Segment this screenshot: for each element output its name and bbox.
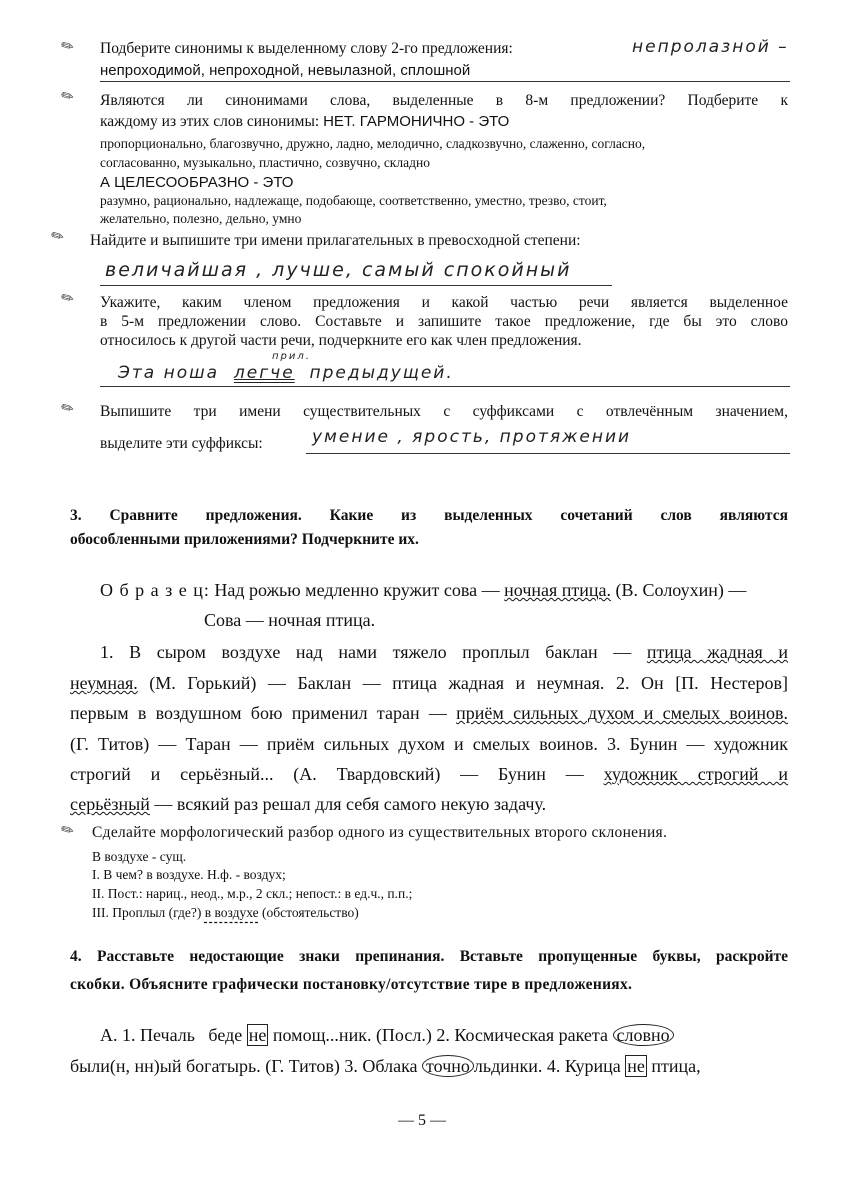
text: А. 1. Печаль беде [100, 1025, 243, 1045]
page-number: — 5 — [398, 1112, 446, 1129]
sample-label: О б р а з е ц: [100, 580, 210, 600]
highlight: ночная птица. [504, 580, 612, 600]
task-prompt [100, 113, 509, 131]
pencil-icon: ✎ [58, 36, 78, 58]
answer-line [100, 386, 790, 387]
paragraph-line [70, 764, 788, 785]
pencil-icon: ✎ [58, 86, 78, 108]
paragraph-line [100, 642, 788, 663]
handwritten-answer: величайшая , лучше, самый спокойный [105, 259, 572, 281]
handwritten-note: прил. [272, 351, 311, 362]
circled-word: точно [422, 1055, 474, 1077]
text: (В. Солоухин) — [615, 580, 747, 600]
typed-answer: согласованно, музыкально, пластично, созвучно, складно [100, 155, 430, 170]
paragraph-line: (Г. Титов) — Таран — приём сильных духом и смелых воинов. 3. Бунин — художник [70, 734, 788, 754]
handwritten-answer [118, 364, 454, 384]
typed-answer [92, 905, 359, 921]
answer-heading: НЕТ. ГАРМОНИЧНО - ЭТО [323, 113, 510, 130]
typed-answer: II. Пост.: нариц., неод., м.р., 2 скл.; непост.: в ед.ч., п.п.; [92, 886, 413, 901]
task-prompt: Являются ли синонимами слова, выделенные в 8-м предложении? Подберите к [100, 92, 788, 109]
boxed-word: не [627, 1056, 645, 1076]
highlight: приём сильных духом и смелых воинов. [456, 703, 788, 723]
handwritten-answer: непролазной – [632, 37, 789, 57]
underlined-word: в воздухе [204, 905, 259, 920]
paragraph-line [70, 794, 546, 815]
typed-answer: В воздухе - сущ. [92, 849, 187, 864]
task-prompt: Найдите и выпишите три имени прилагательных в превосходной степени: [90, 232, 581, 249]
answer-heading: А ЦЕЛЕСООБРАЗНО - ЭТО [100, 174, 294, 191]
pencil-icon: ✎ [48, 226, 68, 248]
text: — всякий раз решал для себя самого некую задачу. [154, 794, 547, 814]
task-prompt: выделите эти суффиксы: [100, 435, 263, 452]
paragraph-line [70, 703, 788, 724]
answer-line [306, 453, 790, 454]
highlight: неумная. [70, 673, 138, 693]
text: (обстоятельство) [262, 905, 359, 920]
text: помощ...ник. (Посл.) 2. Космическая ракета [272, 1025, 608, 1045]
pencil-icon: ✎ [58, 398, 78, 420]
task-prompt: в 5-м предложении слово. Составьте и запишите такое предложение, где бы это слово [100, 313, 788, 330]
typed-answer: непроходимой, непроходной, невылазной, сплошной [100, 62, 471, 79]
paragraph-line [100, 1025, 674, 1046]
text: 1. В сыром воздухе над нами тяжело проплыл баклан — [100, 642, 632, 662]
hw-text: предыдущей. [309, 363, 454, 383]
task-prompt: относилось к другой части речи, подчеркните его как член предложения. [100, 332, 582, 349]
highlight: художник строгий и [603, 764, 788, 784]
section-title: 3. Сравните предложения. Какие из выделенных сочетаний слов являются [70, 507, 788, 524]
boxed-word: не [248, 1025, 267, 1045]
task-prompt: Сделайте морфологический разбор одного из существительных второго склонения. [92, 824, 668, 841]
task-prompt: Укажите, каким членом предложения и какой частью речи является выделенное [100, 294, 788, 311]
task-prompt: Подберите синонимы к выделенному слову 2-го предложения: [100, 40, 513, 57]
text: были(н, нн)ый богатырь. (Г. Титов) 3. Облака [70, 1056, 418, 1076]
typed-answer: разумно, рационально, надлежаще, подобающе, соответственно, уместно, трезво, стоит, [100, 193, 607, 208]
typed-answer: I. В чем? в воздухе. Н.ф. - воздух; [92, 867, 286, 882]
text: птица, [651, 1056, 701, 1076]
paragraph-line [70, 673, 788, 694]
section-title: 4. Расставьте недостающие знаки препинания. Вставьте пропущенные буквы, раскройте [70, 948, 788, 965]
hw-underlined-word: легче [233, 363, 295, 383]
section-title: скобки. Объясните графически постановку/отсутствие тире в предложениях. [70, 976, 633, 993]
circled-word: словно [613, 1024, 674, 1046]
paragraph-line [70, 1056, 701, 1077]
text: Над рожью медленно кружит сова — [214, 580, 500, 600]
answer-line [100, 285, 612, 286]
prompt-text: каждому из этих слов синонимы: [100, 113, 320, 130]
answer-line [100, 81, 790, 82]
highlight: птица жадная и [646, 642, 788, 662]
pencil-icon: ✎ [58, 820, 78, 842]
task-prompt: Выпишите три имени существительных с суффиксами с отвлечённым значением, [100, 403, 788, 420]
typed-answer: пропорционально, благозвучно, дружно, ладно, мелодично, сладкозвучно, слаженно, согласно, [100, 136, 646, 151]
sample-line [100, 580, 746, 601]
handwritten-answer: умение , ярость, протяжении [312, 427, 632, 447]
hw-text: Эта ноша [118, 363, 220, 383]
text: (М. Горький) — Баклан — птица жадная и неумная. 2. Он [П. Нестеров] [149, 673, 788, 693]
section-title: обособленными приложениями? Подчеркните их. [70, 531, 419, 548]
text: III. Проплыл (где?) [92, 905, 202, 920]
text: льдинки. 4. Курица [473, 1056, 621, 1076]
text: первым в воздушном бою применил таран — [70, 703, 447, 723]
sample-line: Сова — ночная птица. [204, 610, 376, 630]
pencil-icon: ✎ [58, 288, 78, 310]
typed-answer: желательно, полезно, дельно, умно [100, 211, 302, 226]
highlight: серьёзный [70, 794, 150, 814]
text: строгий и серьёзный... (А. Твардовский) — Бунин — [70, 764, 584, 784]
